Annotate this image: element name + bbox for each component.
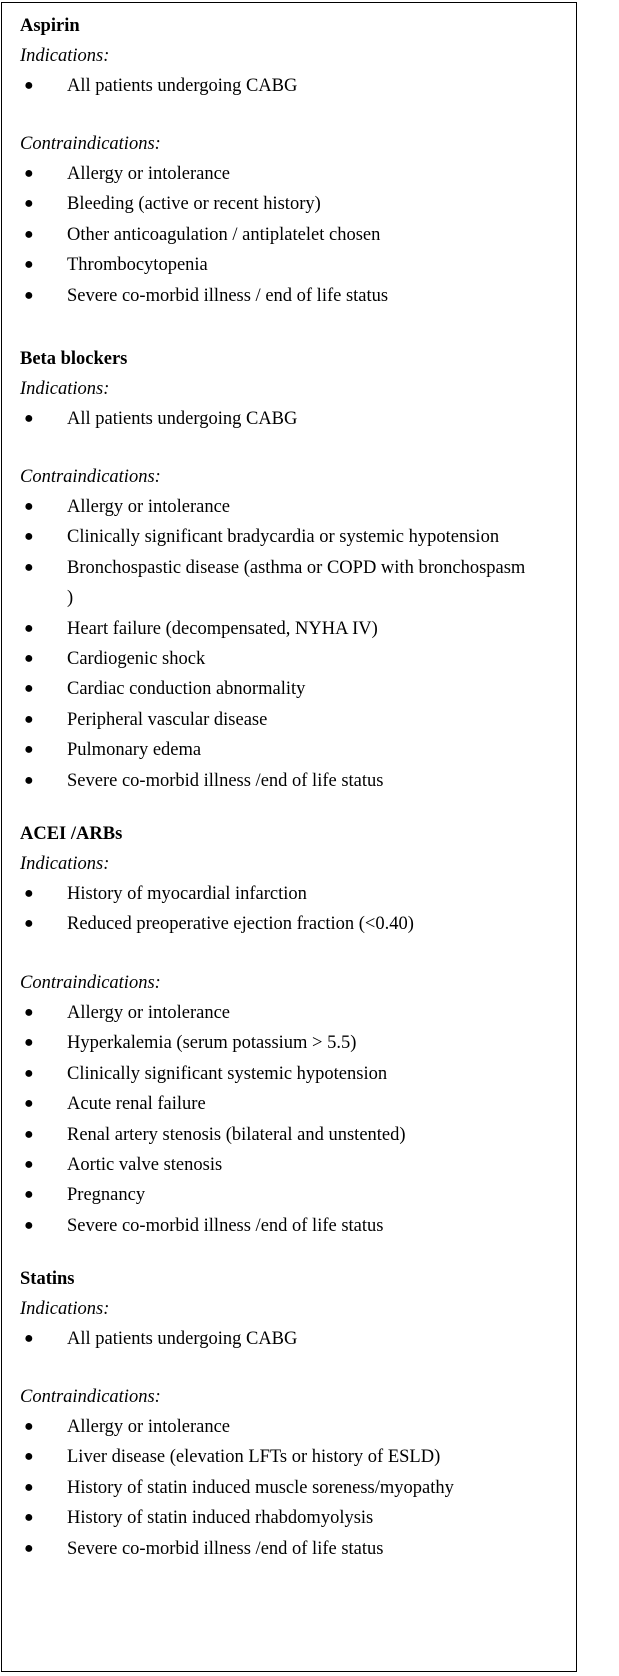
indications-list <box>20 1324 570 1354</box>
bullet-icon: ● <box>24 915 34 933</box>
list-item: ● Allergy or intolerance <box>20 998 570 1028</box>
bullet-icon: ● <box>24 286 34 304</box>
list-item: ● Renal artery stenosis (bilateral and unstented) <box>20 1120 570 1150</box>
list-item: ● Allergy or intolerance <box>20 1412 570 1442</box>
contraindications-list <box>20 998 570 1241</box>
bullet-icon: ● <box>24 1156 34 1174</box>
bullet-icon: ● <box>24 256 34 274</box>
list-item: ● Cardiogenic shock <box>20 644 570 674</box>
document-box <box>1 2 577 1672</box>
bullet-icon: ● <box>24 710 34 728</box>
list-item: ● Severe co-morbid illness /end of life status <box>20 1211 570 1241</box>
bullet-icon: ● <box>24 1539 34 1557</box>
list-item: ● Aortic valve stenosis <box>20 1150 570 1180</box>
bullet-icon: ● <box>24 410 34 427</box>
list-item: ● Heart failure (decompensated, NYHA IV) <box>20 614 570 644</box>
bullet-icon: ● <box>24 650 34 668</box>
contraindications-label: Contraindications: <box>20 134 161 154</box>
list-item: ● Pulmonary edema <box>20 735 570 765</box>
section-statins-contra <box>20 1382 570 1564</box>
indications-label: Indications: <box>20 854 110 874</box>
bullet-icon: ● <box>24 741 34 759</box>
list-item: ● Severe co-morbid illness / end of life status <box>20 281 570 311</box>
list-item: ● All patients undergoing CABG <box>20 1324 570 1354</box>
list-item: ● Reduced preoperative ejection fraction (<0.40) <box>20 909 570 939</box>
list-item: ● All patients undergoing CABG <box>20 404 570 434</box>
list-item: ● Acute renal failure <box>20 1089 570 1119</box>
bullet-icon: ● <box>24 195 34 213</box>
bullet-icon: ● <box>24 1330 34 1347</box>
list-item: ● Pregnancy <box>20 1180 570 1210</box>
list-item: ● History of myocardial infarction <box>20 879 570 909</box>
section-title: ACEI /ARBs <box>20 824 123 844</box>
list-item: ● Allergy or intolerance <box>20 159 570 189</box>
list-item: ● Peripheral vascular disease <box>20 705 570 735</box>
bullet-icon: ● <box>24 1125 34 1143</box>
section-acei-arbs-contra <box>20 968 570 1241</box>
bullet-icon: ● <box>24 1095 34 1113</box>
list-item: ● All patients undergoing CABG <box>20 71 570 101</box>
list-item: ● Other anticoagulation / antiplatelet chosen <box>20 220 570 250</box>
contraindications-list <box>20 159 570 311</box>
section-title: Beta blockers <box>20 349 128 369</box>
indications-list <box>20 71 570 101</box>
bullet-icon: ● <box>24 1509 34 1527</box>
contraindications-label: Contraindications: <box>20 467 161 487</box>
bullet-icon: ● <box>24 1448 34 1466</box>
indications-label: Indications: <box>20 1299 110 1319</box>
indications-label: Indications: <box>20 46 110 66</box>
list-item: ● History of statin induced muscle soreness/myopathy <box>20 1473 570 1503</box>
bullet-icon: ● <box>24 1478 34 1496</box>
section-title: Statins <box>20 1269 75 1289</box>
list-item: ● History of statin induced rhabdomyolysis <box>20 1503 570 1533</box>
indications-label: Indications: <box>20 379 110 399</box>
list-item: ● Cardiac conduction abnormality <box>20 674 570 704</box>
list-item: ● Allergy or intolerance <box>20 492 570 522</box>
list-item: ● Hyperkalemia (serum potassium > 5.5) <box>20 1028 570 1058</box>
section-beta-blockers-contra <box>20 462 570 796</box>
contraindications-label: Contraindications: <box>20 973 161 993</box>
section-beta-blockers <box>20 344 570 434</box>
list-item: ● Clinically significant systemic hypotension <box>20 1059 570 1089</box>
list-item: ● Thrombocytopenia <box>20 250 570 280</box>
bullet-icon: ● <box>24 1186 34 1204</box>
bullet-icon: ● <box>24 225 34 243</box>
list-item: ● Severe co-morbid illness /end of life status <box>20 1534 570 1564</box>
section-statins <box>20 1264 570 1354</box>
bullet-icon: ● <box>24 1418 34 1435</box>
section-acei-arbs <box>20 819 570 940</box>
bullet-icon: ● <box>24 558 34 576</box>
bullet-icon: ● <box>24 498 34 515</box>
indications-list <box>20 404 570 434</box>
bullet-icon: ● <box>24 165 34 182</box>
section-title: Aspirin <box>20 16 80 36</box>
list-item: ● Liver disease (elevation LFTs or history of ESLD) <box>20 1442 570 1472</box>
bullet-icon: ● <box>24 619 34 637</box>
bullet-icon: ● <box>24 680 34 698</box>
list-item: ● Clinically significant bradycardia or systemic hypotension <box>20 522 570 552</box>
list-item: ● Bronchospastic disease (asthma or COPD with bronchospasm ) <box>20 553 570 614</box>
contraindications-label: Contraindications: <box>20 1387 161 1407</box>
list-item: ● Severe co-morbid illness /end of life status <box>20 766 570 796</box>
bullet-icon: ● <box>24 1216 34 1234</box>
bullet-icon: ● <box>24 77 34 94</box>
section-aspirin <box>20 11 570 101</box>
bullet-icon: ● <box>24 1064 34 1082</box>
section-aspirin-contra <box>20 129 570 311</box>
list-item: ● Bleeding (active or recent history) <box>20 189 570 219</box>
bullet-icon: ● <box>24 1034 34 1052</box>
bullet-icon: ● <box>24 1004 34 1021</box>
bullet-icon: ● <box>24 771 34 789</box>
bullet-icon: ● <box>24 528 34 546</box>
contraindications-list <box>20 492 570 796</box>
contraindications-list <box>20 1412 570 1564</box>
bullet-icon: ● <box>24 885 34 902</box>
indications-list <box>20 879 570 940</box>
